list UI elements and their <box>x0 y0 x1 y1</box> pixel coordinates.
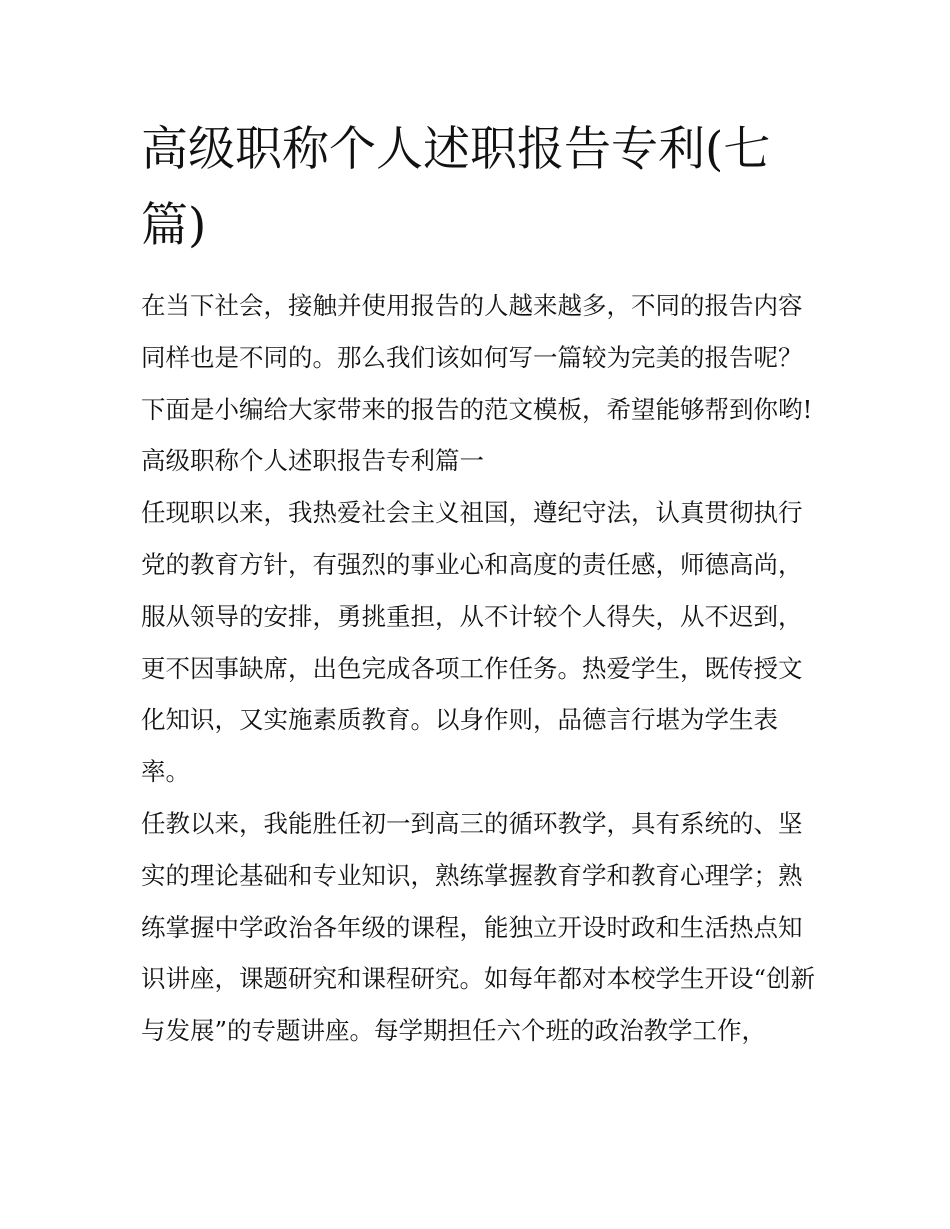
body-paragraph-2: 任教以来，我能胜任初一到高三的循环教学，具有系统的、坚实的理论基础和专业知识，熟练掌握教育学和教育心理学；熟练掌握中学政治各年级的课程，能独立开设时政和生活热点知识讲座，课题研究和课程研究。如每年都对本校学生开设“创新与发展”的专题讲座。每学期担任六个班的政治教学工作， <box>141 808 816 1046</box>
body-paragraph-1: 任现职以来，我热爱社会主义祖国，遵纪守法，认真贯彻执行党的教育方针，有强烈的事业心和高度的责任感，师德高尚，服从领导的安排，勇挑重担，从不计较个人得失，从不迟到，更不因事缺席，出色完成各项工作任务。热爱学生，既传授文化知识，又实施素质教育。以身作则，品德言行堪为学生表率。 <box>141 498 803 787</box>
document-body <box>141 280 816 1057</box>
document-title: 高级职称个人述职报告专利(七篇) <box>141 122 771 253</box>
section-heading: 高级职称个人述职报告专利篇一 <box>141 446 484 476</box>
intro-paragraph: 在当下社会，接触并使用报告的人越来越多，不同的报告内容同样也是不同的。那么我们该如何写一篇较为完美的报告呢？下面是小编给大家带来的报告的范文模板，希望能够帮到你哟! <box>141 291 813 424</box>
